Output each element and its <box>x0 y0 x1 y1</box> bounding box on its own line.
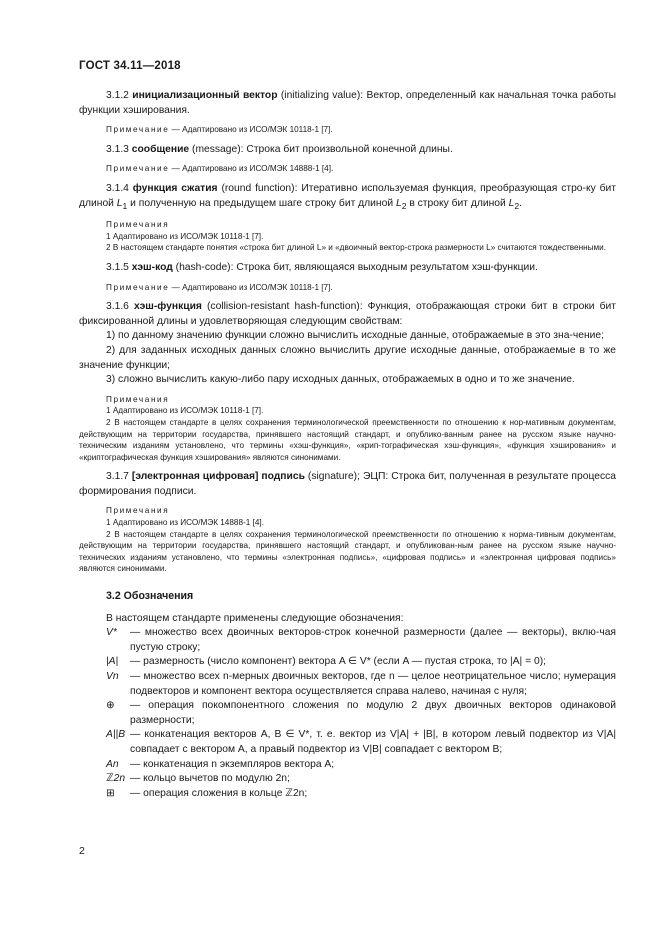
term: хэш-функция <box>133 301 202 313</box>
symbol: ⊞ <box>106 787 115 799</box>
symbol: V* <box>106 627 117 639</box>
symbol-description: — операция сложения в кольце ℤ2n; <box>130 787 308 799</box>
symbols-list <box>79 626 616 801</box>
term: хэш-код <box>131 261 173 273</box>
notes-block: Примечания 1 Адаптировано из ИСО/МЭК 10118-1 [7]. 2 В настоящем стандарте в целях сохранения терминологической преемственности по отношению к нор-мативным документам, действующим на территории государства, принявшего настоящий стандарт, и опублико-ванным ранее на русском языке научно-техническим изданиям установлено, что термины «хэш-функция», «крип-тографическая хэш-функция», «функция хэширования» и «криптографическая функция хэширования» являются синонимами. <box>79 394 616 462</box>
symbol: ⊕ <box>106 700 115 712</box>
section-intro: В настоящем стандарте применены следующие обозначения: <box>106 612 404 624</box>
page-number: 2 <box>79 845 85 857</box>
definition-3-1-5: 3.1.5 хэш-код (hash-code): Строка бит, являющаяся выходным результатом хэш-функции. <box>106 261 538 273</box>
list-item: 2) для заданных исходных данных сложно вычислить другие исходные данные, отображаемые в то же значение функции; <box>79 344 616 371</box>
notes-block: Примечания 1 Адаптировано из ИСО/МЭК 14888-1 [4]. 2 В настоящем стандарте в целях сохранения терминологической преемственности по отношению к норма-тивным документам, действующим на территории государства, принявшего настоящий стандарт, и опубликован-ным ранее на русском языке научно-технических изданиям установлено, что термины «электронная подпись», «цифровая подпись» и «электронная цифровая подпись» являются синонимами. <box>79 506 616 574</box>
note: Примечание — Адаптировано из ИСО/МЭК 14888-1 [4]. <box>106 164 334 174</box>
list-item: 1) по данному значению функции сложно вычислить исходные данные, отображаемые в это зна-чение; <box>106 330 604 342</box>
symbol: A||B <box>106 729 126 741</box>
symbol-row <box>79 772 616 787</box>
note: Примечание — Адаптировано из ИСО/МЭК 10118-1 [7]. <box>106 282 333 292</box>
symbol-row <box>79 758 616 773</box>
definition-3-1-7: 3.1.7 [электронная цифровая] подпись (signature); ЭЦП: Строка бит, полученная в результате процесса формирования подписи. <box>79 471 616 497</box>
notes-block: Примечания 1 Адаптировано из ИСО/МЭК 10118-1 [7]. 2 В настоящем стандарте понятия «строка бит длиной L» и «двоичный вектор-строка размерности L» считаются тождественными. <box>106 220 606 253</box>
term: [электронная цифровая] подпись <box>131 471 305 483</box>
symbol-row <box>79 670 616 699</box>
symbol: |A| <box>106 656 119 668</box>
symbol: An <box>106 758 119 770</box>
symbol-row <box>79 699 616 728</box>
term: инициализационный вектор <box>132 90 278 101</box>
list-item: 3) сложно вычислить какую-либо пару исходных данных, отображаемых в одно и то же значение. <box>106 374 575 386</box>
definition-3-1-3: 3.1.3 сообщение (message): Строка бит произвольной конечной длины. <box>106 143 453 155</box>
definition-3-1-6: 3.1.6 хэш-функция (collision-resistant hash-function): Функция, отображающая строки бит в строки бит фиксированной длины и удовлетворяющая следующим свойствам: <box>79 301 616 327</box>
symbol-description: — конкатенация векторов A, B ∈ V*, т. е. вектор из V|A| + |B|, в котором левый подвектор из V|A| совпадает с вектором A, а правый подвектор из V|B| совпадает с вектором B; <box>130 729 616 755</box>
section-heading: 3.2 Обозначения <box>106 590 194 603</box>
symbol: ℤ2n <box>106 773 126 785</box>
symbol-description: — множество всех двоичных векторов-строк конечной размерности (далее — векторы), вклю-чая пустую строку; <box>130 627 616 653</box>
term: сообщение <box>131 143 190 155</box>
symbol-description: — конкатенация n экземпляров вектора A; <box>130 758 335 770</box>
symbol-description: — множество всех n-мерных двоичных векторов, где n — целое неотрицательное число; нумерация подвекторов и компонент вектора осуществляется справа налево, начиная с нуля; <box>130 671 616 697</box>
symbol-row <box>79 728 616 757</box>
symbol-description: — размерность (число компонент) вектора A ∈ V* (если A — пустая строка, то |A| = 0); <box>130 656 546 668</box>
symbol-description: — операция покомпонентного сложения по модулю 2 двух двоичных векторов одинаковой размерности; <box>130 700 616 726</box>
note: Примечание — Адаптировано из ИСО/МЭК 10118-1 [7]. <box>106 125 333 135</box>
definition-3-1-2: 3.1.2 инициализационный вектор (initializing value): Вектор, определенный как начальная точка работы функции хэширования. <box>79 90 616 116</box>
symbol-row <box>79 787 616 802</box>
symbol-description: — кольцо вычетов по модулю 2n; <box>130 773 290 785</box>
symbol-row <box>79 626 616 655</box>
symbol-row <box>79 655 616 670</box>
standard-header: ГОСТ 34.11—2018 <box>79 60 181 72</box>
symbol: Vn <box>106 671 119 683</box>
term: функция сжатия <box>132 182 218 194</box>
page-body <box>79 89 616 801</box>
definition-3-1-4: 3.1.4 функция сжатия (round function): Итеративно используемая функция, преобразующая стро-ку бит длиной $L_1$ и полученную на предыдущем шаге строку бит длиной $L_2$ в строку бит длиной $L_2$. <box>79 182 616 211</box>
